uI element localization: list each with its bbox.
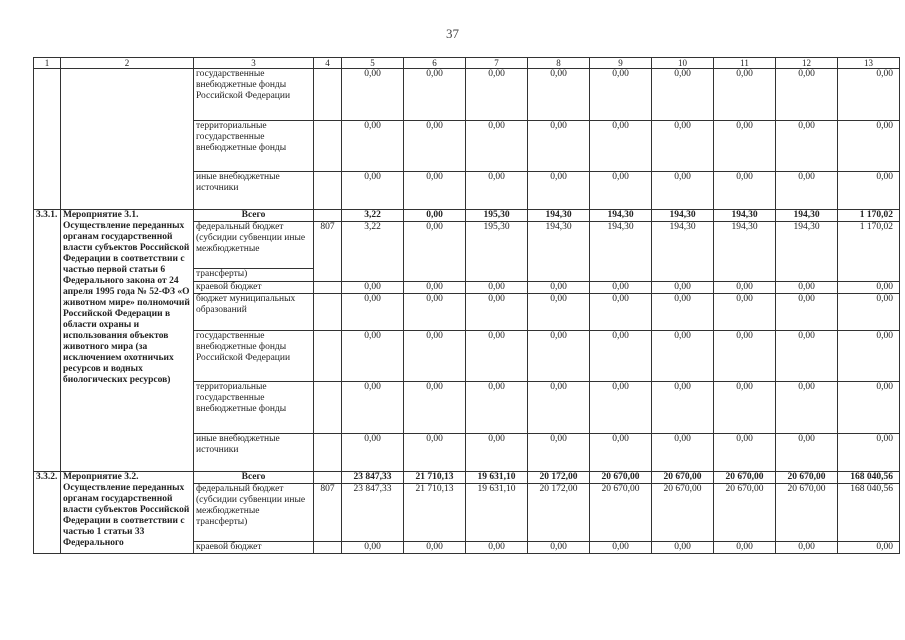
value-cell: 0,00 xyxy=(404,331,466,382)
value-cell: 0,00 xyxy=(342,282,404,294)
funding-source: федеральный бюджет (субсидии субвенции иные межбюджетные трансферты) xyxy=(194,484,314,542)
value-cell: 0,00 xyxy=(590,542,652,554)
column-number: 7 xyxy=(466,58,528,69)
column-number-row xyxy=(34,58,900,69)
table-row-total xyxy=(34,210,900,222)
value-cell: 0,00 xyxy=(590,434,652,472)
funding-source: федеральный бюджет (субсидии субвенции иные межбюджетные xyxy=(194,222,314,269)
value-cell: 0,00 xyxy=(714,434,776,472)
funding-source: трансферты) xyxy=(194,269,314,282)
measure-description xyxy=(61,472,194,554)
value-cell: 0,00 xyxy=(652,542,714,554)
value-cell: 19 631,10 xyxy=(466,484,528,542)
value-cell: 0,00 xyxy=(528,282,590,294)
value-cell: 1 170,02 xyxy=(838,210,900,222)
value-cell: 195,30 xyxy=(466,210,528,222)
total-label: Всего xyxy=(194,472,314,484)
measure-description xyxy=(61,210,194,472)
value-cell: 0,00 xyxy=(528,294,590,331)
value-cell: 0,00 xyxy=(528,434,590,472)
value-cell: 20 172,00 xyxy=(528,484,590,542)
column-number: 4 xyxy=(314,58,342,69)
value-cell: 0,00 xyxy=(838,382,900,434)
funding-source: территориальные государственные внебюджетные фонды xyxy=(194,382,314,434)
value-cell: 0,00 xyxy=(404,222,466,282)
value-cell: 0,00 xyxy=(466,294,528,331)
value-cell: 0,00 xyxy=(466,542,528,554)
value-cell: 0,00 xyxy=(838,69,900,121)
funding-source: краевой бюджет xyxy=(194,542,314,554)
column-number: 1 xyxy=(34,58,61,69)
value-cell: 194,30 xyxy=(776,222,838,282)
value-cell: 194,30 xyxy=(776,210,838,222)
value-cell: 0,00 xyxy=(714,382,776,434)
value-cell: 0,00 xyxy=(838,434,900,472)
code-cell xyxy=(314,472,342,484)
code-cell xyxy=(314,121,342,172)
value-cell: 0,00 xyxy=(776,69,838,121)
value-cell: 21 710,13 xyxy=(404,484,466,542)
value-cell: 0,00 xyxy=(466,382,528,434)
value-cell: 0,00 xyxy=(466,282,528,294)
value-cell: 1 170,02 xyxy=(838,222,900,282)
value-cell: 0,00 xyxy=(528,542,590,554)
page-number: 37 xyxy=(446,26,459,41)
value-cell: 0,00 xyxy=(590,282,652,294)
table-body xyxy=(34,58,900,554)
value-cell: 0,00 xyxy=(776,542,838,554)
measure-cell xyxy=(61,69,194,210)
value-cell: 168 040,56 xyxy=(838,484,900,542)
value-cell: 0,00 xyxy=(466,331,528,382)
value-cell: 0,00 xyxy=(652,331,714,382)
value-cell: 0,00 xyxy=(590,331,652,382)
code-cell xyxy=(314,172,342,210)
value-cell: 0,00 xyxy=(404,69,466,121)
code-cell xyxy=(314,382,342,434)
column-number: 9 xyxy=(590,58,652,69)
value-cell: 0,00 xyxy=(652,294,714,331)
value-cell: 0,00 xyxy=(404,382,466,434)
column-number: 11 xyxy=(714,58,776,69)
value-cell: 0,00 xyxy=(342,294,404,331)
value-cell: 0,00 xyxy=(776,434,838,472)
value-cell: 0,00 xyxy=(838,172,900,210)
value-cell: 0,00 xyxy=(342,434,404,472)
value-cell: 0,00 xyxy=(652,121,714,172)
value-cell: 0,00 xyxy=(838,542,900,554)
code-cell xyxy=(314,210,342,222)
code-cell xyxy=(314,434,342,472)
value-cell: 0,00 xyxy=(714,542,776,554)
value-cell: 0,00 xyxy=(652,382,714,434)
value-cell: 0,00 xyxy=(590,294,652,331)
value-cell: 0,00 xyxy=(590,121,652,172)
value-cell: 0,00 xyxy=(404,210,466,222)
column-number: 6 xyxy=(404,58,466,69)
value-cell: 0,00 xyxy=(838,294,900,331)
value-cell: 20 670,00 xyxy=(776,472,838,484)
value-cell: 0,00 xyxy=(342,331,404,382)
budget-code: 807 xyxy=(314,222,342,282)
value-cell: 0,00 xyxy=(590,172,652,210)
table-row-total xyxy=(34,472,900,484)
value-cell: 0,00 xyxy=(714,294,776,331)
value-cell: 0,00 xyxy=(404,434,466,472)
value-cell: 20 670,00 xyxy=(652,484,714,542)
budget-code: 807 xyxy=(314,484,342,542)
section-number: 3.3.2. xyxy=(34,472,61,554)
value-cell: 20 670,00 xyxy=(714,472,776,484)
value-cell: 0,00 xyxy=(652,282,714,294)
column-number: 3 xyxy=(194,58,314,69)
value-cell: 23 847,33 xyxy=(342,472,404,484)
column-number: 2 xyxy=(61,58,194,69)
total-label: Всего xyxy=(194,210,314,222)
value-cell: 0,00 xyxy=(342,121,404,172)
value-cell: 0,00 xyxy=(776,172,838,210)
value-cell: 0,00 xyxy=(652,434,714,472)
value-cell: 23 847,33 xyxy=(342,484,404,542)
value-cell: 0,00 xyxy=(528,172,590,210)
funding-source: государственные внебюджетные фонды Российской Федерации xyxy=(194,69,314,121)
value-cell: 194,30 xyxy=(714,222,776,282)
value-cell: 168 040,56 xyxy=(838,472,900,484)
value-cell: 20 670,00 xyxy=(714,484,776,542)
value-cell: 0,00 xyxy=(528,121,590,172)
value-cell: 0,00 xyxy=(776,331,838,382)
value-cell: 0,00 xyxy=(528,331,590,382)
value-cell: 0,00 xyxy=(838,331,900,382)
value-cell: 194,30 xyxy=(652,222,714,282)
value-cell: 0,00 xyxy=(838,121,900,172)
value-cell: 0,00 xyxy=(714,121,776,172)
code-cell xyxy=(314,282,342,294)
value-cell: 194,30 xyxy=(590,210,652,222)
value-cell: 0,00 xyxy=(404,121,466,172)
code-cell xyxy=(314,69,342,121)
column-number: 10 xyxy=(652,58,714,69)
funding-source: бюджет муниципальных образований xyxy=(194,294,314,331)
value-cell: 0,00 xyxy=(342,69,404,121)
value-cell: 0,00 xyxy=(404,542,466,554)
column-number: 8 xyxy=(528,58,590,69)
measure-text: Осуществление переданных органам государственной власти субъектов Российской Федерации в соответствии с частью 1 статьи 33 Федерального xyxy=(63,483,190,548)
value-cell: 0,00 xyxy=(776,382,838,434)
value-cell: 194,30 xyxy=(714,210,776,222)
value-cell: 3,22 xyxy=(342,210,404,222)
code-cell xyxy=(314,542,342,554)
funding-source: иные внебюджетные источники xyxy=(194,172,314,210)
row-number-cell xyxy=(34,69,61,210)
code-cell xyxy=(314,331,342,382)
value-cell: 0,00 xyxy=(776,121,838,172)
value-cell: 0,00 xyxy=(652,69,714,121)
value-cell: 0,00 xyxy=(528,382,590,434)
value-cell: 0,00 xyxy=(528,69,590,121)
value-cell: 20 172,00 xyxy=(528,472,590,484)
value-cell: 0,00 xyxy=(776,282,838,294)
value-cell: 0,00 xyxy=(466,434,528,472)
value-cell: 0,00 xyxy=(776,294,838,331)
value-cell: 194,30 xyxy=(528,222,590,282)
value-cell: 0,00 xyxy=(838,282,900,294)
measure-title: Мероприятие 3.1. xyxy=(63,210,139,220)
measure-text: Осуществление переданных органам государственной власти субъектов Российской Федерации в соответствии с частью первой статьи 6 Федерального закона от 24 апреля 1995 года № 52-ФЗ «О животном мире» полномочий Российской Федерации в области охраны и использования объектов животного мира (за исключением охотничьих ресурсов и водных биологических ресурсов) xyxy=(63,221,190,385)
value-cell: 0,00 xyxy=(652,172,714,210)
column-number: 13 xyxy=(838,58,900,69)
value-cell: 20 670,00 xyxy=(590,472,652,484)
value-cell: 194,30 xyxy=(528,210,590,222)
funding-source: территориальные государственные внебюджетные фонды xyxy=(194,121,314,172)
value-cell: 0,00 xyxy=(404,294,466,331)
value-cell: 0,00 xyxy=(590,69,652,121)
value-cell: 0,00 xyxy=(466,172,528,210)
table-row xyxy=(34,69,900,121)
value-cell: 195,30 xyxy=(466,222,528,282)
value-cell: 0,00 xyxy=(466,121,528,172)
value-cell: 0,00 xyxy=(590,382,652,434)
column-number: 5 xyxy=(342,58,404,69)
value-cell: 0,00 xyxy=(342,172,404,210)
funding-source: краевой бюджет xyxy=(194,282,314,294)
budget-table xyxy=(33,57,900,554)
value-cell: 20 670,00 xyxy=(652,472,714,484)
value-cell: 0,00 xyxy=(466,69,528,121)
value-cell: 19 631,10 xyxy=(466,472,528,484)
value-cell: 0,00 xyxy=(714,172,776,210)
code-cell xyxy=(314,294,342,331)
value-cell: 20 670,00 xyxy=(776,484,838,542)
column-number: 12 xyxy=(776,58,838,69)
value-cell: 20 670,00 xyxy=(590,484,652,542)
value-cell: 0,00 xyxy=(342,542,404,554)
value-cell: 0,00 xyxy=(714,331,776,382)
value-cell: 0,00 xyxy=(342,382,404,434)
value-cell: 3,22 xyxy=(342,222,404,282)
value-cell: 0,00 xyxy=(714,282,776,294)
section-number: 3.3.1. xyxy=(34,210,61,472)
value-cell: 194,30 xyxy=(652,210,714,222)
funding-source: иные внебюджетные источники xyxy=(194,434,314,472)
value-cell: 194,30 xyxy=(590,222,652,282)
value-cell: 0,00 xyxy=(404,282,466,294)
value-cell: 0,00 xyxy=(714,69,776,121)
measure-title: Мероприятие 3.2. xyxy=(63,472,139,482)
funding-source: государственные внебюджетные фонды Российской Федерации xyxy=(194,331,314,382)
value-cell: 21 710,13 xyxy=(404,472,466,484)
value-cell: 0,00 xyxy=(404,172,466,210)
